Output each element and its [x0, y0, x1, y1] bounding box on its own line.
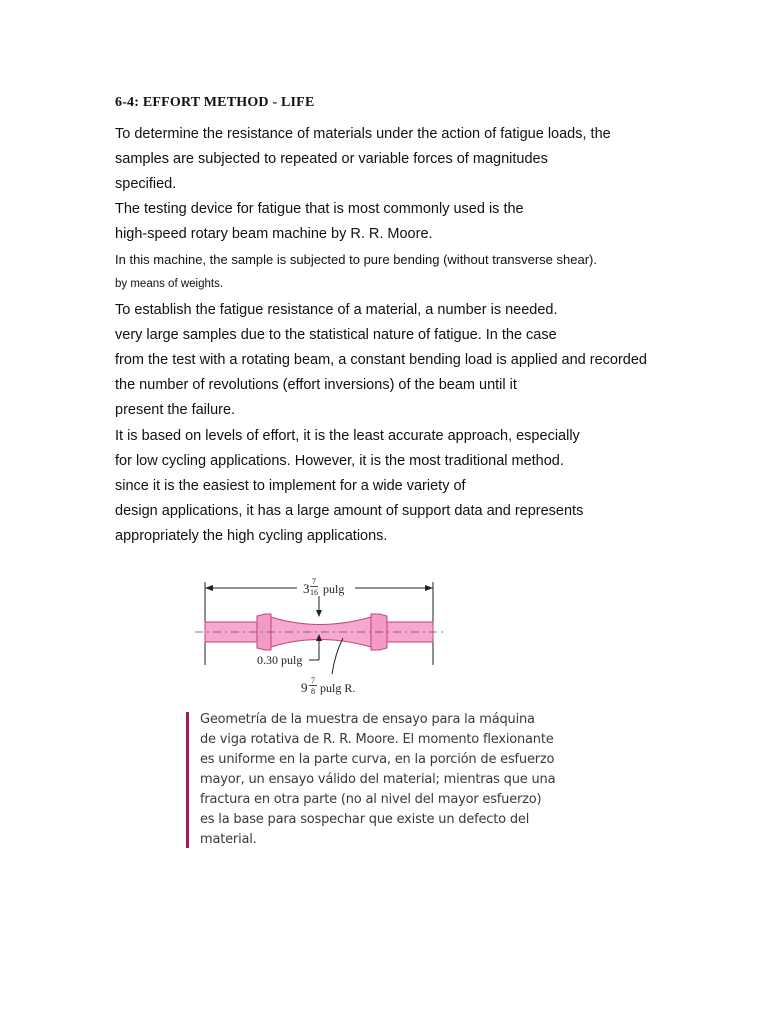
paragraph-line: high-speed rotary beam machine by R. R. Moore.: [115, 226, 433, 242]
caption-line: es la base para sospechar que existe un defecto del: [200, 812, 530, 827]
caption-line: es uniforme en la parte curva, en la porción de esfuerzo: [200, 752, 555, 767]
radius-leader: [332, 638, 343, 674]
center-pointer-arrow: [316, 610, 322, 617]
arrowhead-left: [205, 585, 213, 591]
caption-line: mayor, un ensayo válido del material; mientras que una: [200, 772, 556, 787]
paragraph-line: To establish the fatigue resistance of a material, a number is needed.: [115, 302, 558, 318]
radius-denominator: 8: [311, 687, 315, 696]
caption-line: Geometría de la muestra de ensayo para la máquina: [200, 712, 535, 727]
paragraph-line: samples are subjected to repeated or variable forces of magnitudes: [115, 151, 548, 167]
paragraph-line: It is based on levels of effort, it is the least accurate approach, especially: [115, 428, 580, 444]
caption-line: de viga rotativa de R. R. Moore. El momento flexionante: [200, 732, 554, 747]
paragraph-line: for low cycling applications. However, it is the most traditional method.: [115, 453, 564, 469]
paragraph-line: specified.: [115, 176, 177, 192]
paragraph-line: by means of weights.: [115, 278, 224, 290]
specimen-drawing: [195, 570, 460, 705]
diameter-label: 0.30 pulg: [257, 653, 303, 667]
paragraph-line: In this machine, the sample is subjected to pure bending (without transverse shear).: [115, 252, 597, 267]
length-denominator: 16: [310, 588, 318, 597]
length-whole: 3: [303, 581, 310, 596]
radius-whole: 9: [301, 680, 308, 695]
caption-line: fractura en otra parte (no al nivel del mayor esfuerzo): [200, 792, 542, 807]
paragraph-line: The testing device for fatigue that is most commonly used is the: [115, 201, 524, 217]
arrowhead-right: [425, 585, 433, 591]
paragraph-line: present the failure.: [115, 402, 236, 418]
radius-unit: pulg R.: [320, 681, 356, 695]
caption-accent-bar: [186, 712, 189, 848]
paragraph-line: To determine the resistance of materials under the action of fatigue loads, the: [115, 126, 611, 142]
paragraph-line: design applications, it has a large amount of support data and represents: [115, 503, 584, 519]
paragraph-line: from the test with a rotating beam, a constant bending load is applied and recorded: [115, 352, 647, 368]
paragraph-line: since it is the easiest to implement for a wide variety of: [115, 478, 466, 494]
figure-caption: [186, 710, 566, 850]
radius-numerator: 7: [311, 676, 315, 685]
paragraph-line: the number of revolutions (effort inversions) of the beam until it: [115, 377, 517, 393]
length-unit: pulg: [323, 582, 345, 596]
length-numerator: 7: [312, 577, 316, 586]
specimen-figure: [195, 570, 460, 705]
caption-line: material.: [200, 832, 257, 847]
paragraph-line: very large samples due to the statistical nature of fatigue. In the case: [115, 327, 557, 343]
section-heading: 6-4: EFFORT METHOD - LIFE: [115, 95, 315, 110]
paragraph-line: appropriately the high cycling applications.: [115, 528, 388, 544]
